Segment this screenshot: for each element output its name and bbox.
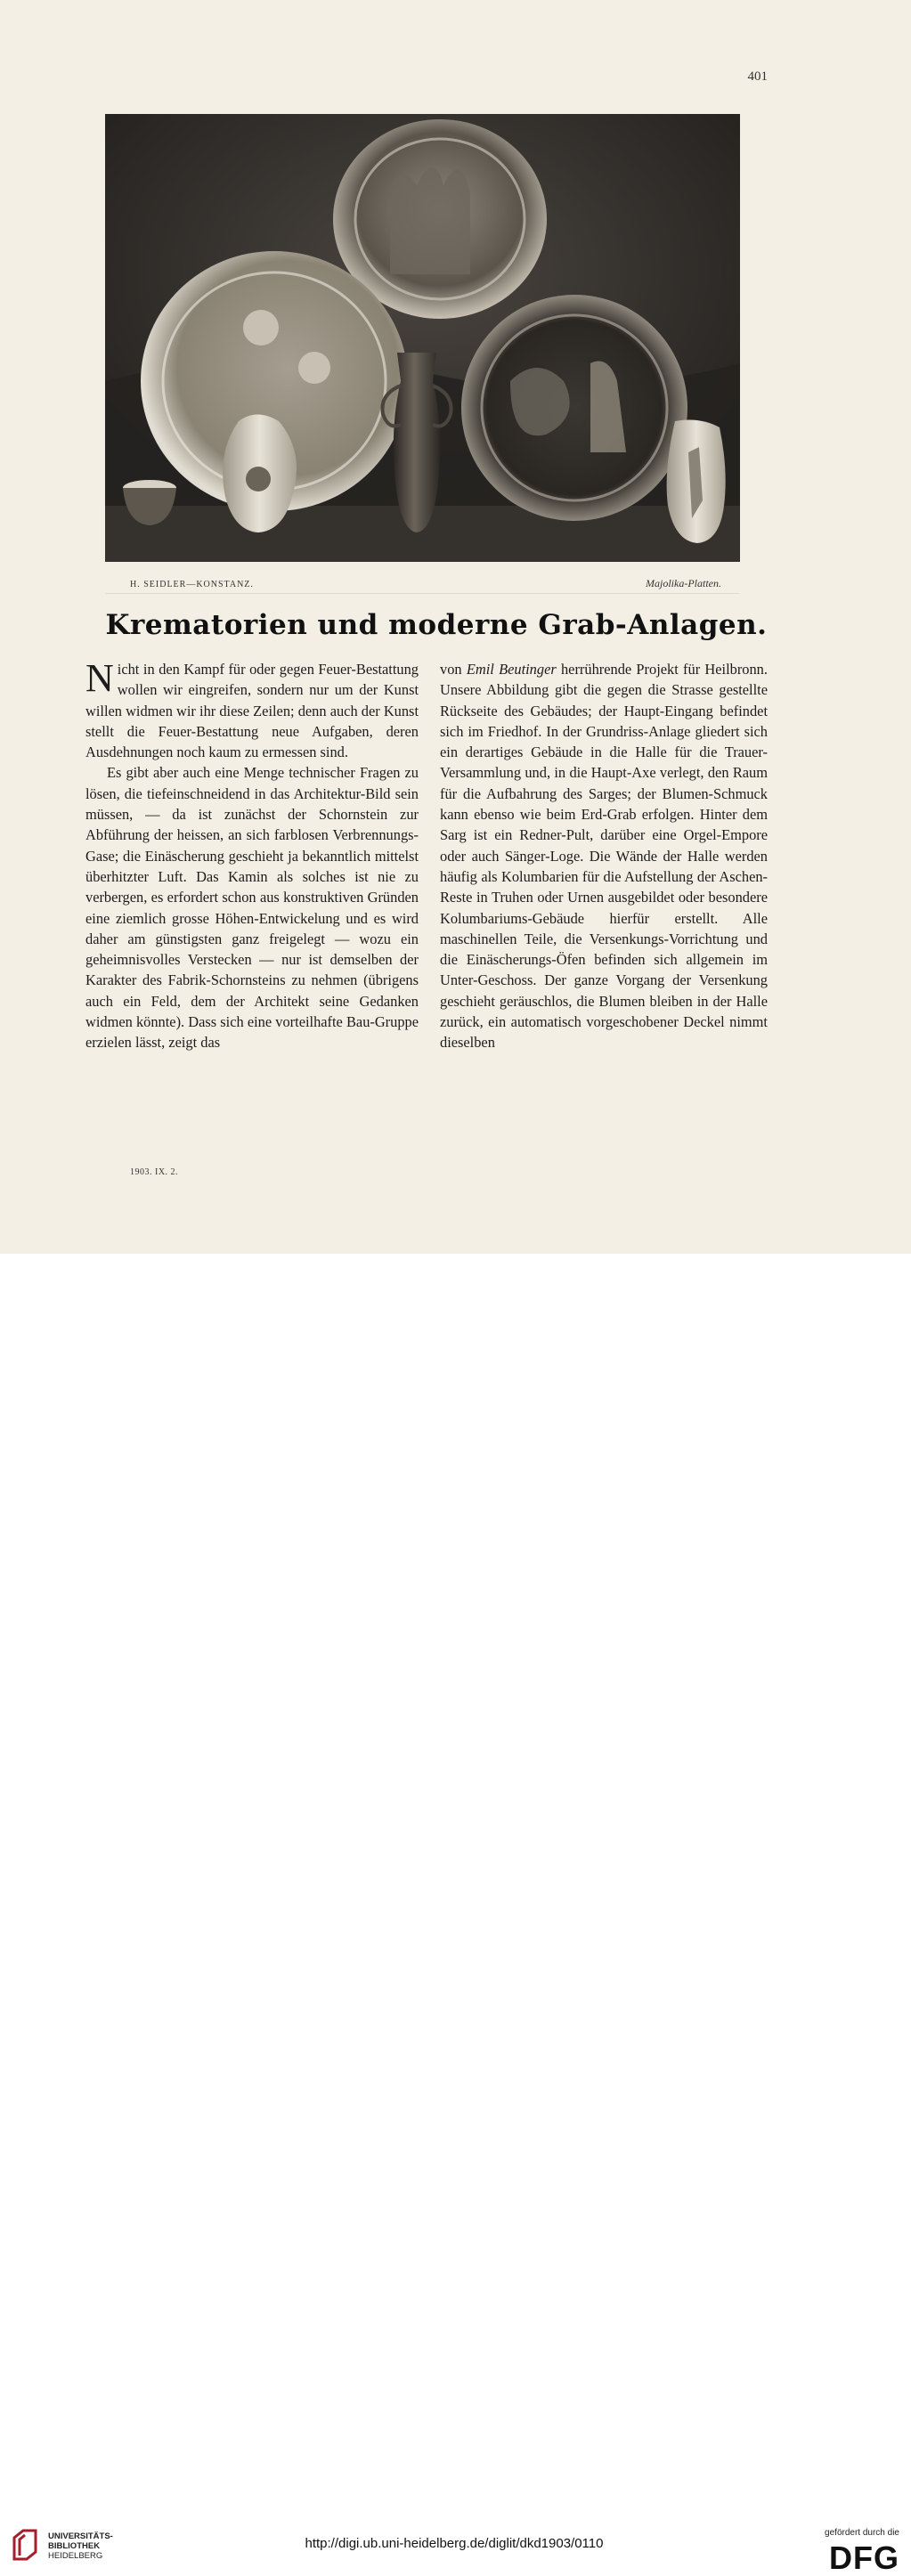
photo-credit: H. SEIDLER—KONSTANZ. [130,580,254,589]
jar-right [667,420,726,543]
caption-divider [105,593,740,594]
funding-label: gefördert durch die [825,2528,899,2538]
library-logo-icon[interactable] [11,2527,39,2563]
paragraph-1-text: icht in den Kampf für oder gegen Feuer-Bestattung wollen wir eingreifen, sondern nur um der Kunst willen widmen wir ihr diese Zeilen; denn auch der Kunst stellt die Feuer-Bestattung neue Aufgaben, deren Ausdehnungen noch kaum zu ermessen sind. [85,661,419,761]
library-name[interactable]: UNIVERSITÄTS- BIBLIOTHEK HEIDELBERG [48,2531,113,2561]
paragraph-1 [85,656,419,762]
text-column-right [440,659,768,1053]
page-number: 401 [747,69,768,84]
paragraph-3-text: herrührende Projekt für Heilbronn. Unsere Abbildung gibt die gegen die Strasse gestellte Rückseite des Gebäudes; der Haupt-Eingang befindet sich im Friedhof. In der Grundriss-Anlage gliedert sich ein derartiges Gebäude in die Halle für die Trauer-Versammlung und, in die Haupt-Axe verlegt, den Raum für die Aufbahrung des Sarges; der Blumen-Schmuck kann ebenso wie beim Erd-Grab erfolgen. Hinter dem Sarg ist ein Redner-Pult, darüber eine Orgel-Empore oder auch Sänger-Loge. Die Wände der Halle werden häufig als Kolumbarien für die Aufstellung der Aschen-Reste in Truhen oder Urnen ausgebildet oder besondere Kolumbariums-Gebäude hierfür erstellt. Alle maschinellen Teile, die Versenkungs-Vorrichtung und die Einäscherungs-Öfen befinden sich allgemein im Unter-Geschoss. Der ganze Vorgang der Versenkung geschieht geräuschlos, die Blumen bleiben in der Halle zurück, ein automatisch vorgeschobener Deckel nimmt dieselben [440,661,768,1052]
paragraph-3 [440,659,768,1053]
page-url[interactable]: http://digi.ub.uni-heidelberg.de/diglit/dkd1903/0110 [305,2536,604,2551]
majolica-photo [105,114,740,562]
article-headline: Krematorien und moderne Grab-Anlagen. [105,609,768,641]
plate-right [461,295,687,521]
paragraph-2: Es gibt aber auch eine Menge technischer Fragen zu lösen, die tiefeinschneidend in das Architektur-Bild sein müssen, — da ist zunächst der Schornstein zur Abführung der heissen, an sich farblosen Verbrennungs-Gase; die Einäscherung geschieht ja bekanntlich mittelst überhitzter Luft. Das Kamin als solches ist nie zu verbergen, es erfordert schon aus konstruktiven Gründen eine ziemlich grosse Höhen-Entwickelung und es wird daher am günstigsten ganz freigelegt — wozu ein geheimnisvolles Verstecken — nur ist demselben der Karakter des Fabrik-Schornsteins zu nehmen (übrigens auch ein Feld, dem der Architekt seine Gedanken widmen könnte). Dass sich eine vorteilhafte Bau-Gruppe erzielen lässt, zeigt das [85,764,419,1052]
photo-title: Majolika-Platten. [646,577,721,589]
text-column-left [85,656,419,1053]
drop-cap: N [85,656,114,700]
viewer-footer [0,1254,911,2576]
paragraph-3-pre: von [440,661,467,678]
dfg-logo[interactable]: DFG [829,2539,899,2576]
architect-name: Emil Beutinger [466,661,557,678]
signature-mark: 1903. IX. 2. [130,1167,179,1177]
scanned-page [0,0,911,1254]
